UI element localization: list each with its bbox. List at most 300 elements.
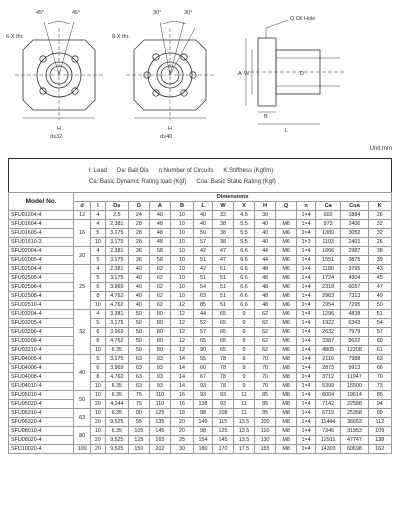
table-cell: 1×4 xyxy=(297,211,316,220)
table-cell: 9.525 xyxy=(105,436,128,445)
table-cell: 5 xyxy=(91,319,106,328)
table-cell: 51 xyxy=(212,265,233,274)
table-cell: 2873 xyxy=(316,364,341,373)
table-cell: 13.5 xyxy=(234,436,255,445)
table-cell: M8 xyxy=(276,427,297,436)
table-cell: 65 xyxy=(212,310,233,319)
table-cell: 10 xyxy=(91,382,106,391)
table-cell: 12 xyxy=(170,319,193,328)
table-cell: 54 xyxy=(194,283,213,292)
table-cell: 60 xyxy=(194,364,213,373)
model-cell: SFU02506-4 xyxy=(9,283,74,292)
table-cell: 93 xyxy=(194,382,213,391)
table-cell: 50 xyxy=(368,301,391,310)
table-cell: 6 xyxy=(91,364,106,373)
table-cell: 45 xyxy=(368,274,391,283)
model-cell: SFU05010-4 xyxy=(9,391,74,400)
table-cell: 60698 xyxy=(341,445,368,454)
table-cell: 9.525 xyxy=(105,418,128,427)
table-cell: 17.5 xyxy=(234,445,255,454)
thread-label: 6-X thr. xyxy=(6,34,24,40)
column-header: l xyxy=(91,202,106,211)
table-cell: 3.381 xyxy=(105,310,128,319)
table-cell: 52 xyxy=(194,319,213,328)
table-cell: 32 xyxy=(368,220,391,229)
table-cell: 1×4 xyxy=(297,229,316,238)
table-cell: 2963 xyxy=(316,292,341,301)
legend-item: Da: Ball Dia xyxy=(117,168,149,174)
table-cell: 154 xyxy=(194,436,213,445)
table-cell: 57 xyxy=(194,328,213,337)
table-cell: 38 xyxy=(368,247,391,256)
table-cell: M8 xyxy=(276,409,297,418)
table-row xyxy=(9,409,392,418)
table-cell: 48 xyxy=(149,220,170,229)
table-cell: 22588 xyxy=(341,400,368,409)
table-cell: 80 xyxy=(149,319,170,328)
table-cell: 125 xyxy=(128,436,149,445)
dim-label: D xyxy=(300,71,304,77)
table-cell: 10 xyxy=(91,238,106,247)
model-cell: SFU04008-4 xyxy=(9,373,74,382)
table-cell: 62 xyxy=(255,319,276,328)
table-cell: 3.175 xyxy=(105,274,128,283)
table-cell: M6 xyxy=(276,328,297,337)
table-cell: 5399 xyxy=(316,382,341,391)
table-row xyxy=(9,337,392,346)
table-cell: 70 xyxy=(255,373,276,382)
table-row xyxy=(9,247,392,256)
table-cell: 5 xyxy=(91,355,106,364)
table-cell: 75 xyxy=(128,400,149,409)
table-cell: 155 xyxy=(255,445,276,454)
table-cell: 10 xyxy=(170,283,193,292)
table-cell: 48 xyxy=(149,238,170,247)
table-cell: 20 xyxy=(170,418,193,427)
table-cell: 4.762 xyxy=(105,292,128,301)
table-cell: 1×4 xyxy=(297,400,316,409)
model-cell: SFU02504-4 xyxy=(9,265,74,274)
table-cell: 6.6 xyxy=(234,265,255,274)
table-cell: 10 xyxy=(170,265,193,274)
table-cell: 44 xyxy=(255,256,276,265)
table-cell: 62 xyxy=(149,301,170,310)
table-cell: 62 xyxy=(149,265,170,274)
table-row xyxy=(9,256,392,265)
table-cell: 9 xyxy=(234,364,255,373)
table-cell: 6.35 xyxy=(105,427,128,436)
table-cell: 6.6 xyxy=(234,301,255,310)
table-cell: 55 xyxy=(194,355,213,364)
table-cell: 109 xyxy=(368,427,391,436)
table-cell: 14 xyxy=(170,373,193,382)
table-cell: 7295 xyxy=(341,301,368,310)
table-cell: 50 xyxy=(128,310,149,319)
model-cell: SFU01610-3 xyxy=(9,238,74,247)
table-cell: 6.35 xyxy=(105,391,128,400)
table-cell: 65 xyxy=(212,328,233,337)
table-cell: 49 xyxy=(368,292,391,301)
table-cell: 62 xyxy=(255,337,276,346)
table-cell: 2.381 xyxy=(105,220,128,229)
table-cell: 4.5 xyxy=(234,211,255,220)
table-cell: 1×4 xyxy=(297,283,316,292)
table-cell: 1×4 xyxy=(297,301,316,310)
table-row xyxy=(9,229,392,238)
table-cell: M6 xyxy=(276,247,297,256)
table-cell: 170 xyxy=(212,445,233,454)
table-cell: 65 xyxy=(212,337,233,346)
table-cell: 40 xyxy=(128,292,149,301)
table-cell: 1×3 xyxy=(297,238,316,247)
table-cell: 44 xyxy=(255,247,276,256)
table-cell: M8 xyxy=(276,436,297,445)
table-cell: 10 xyxy=(91,427,106,436)
table-cell: 32 xyxy=(212,211,233,220)
table-cell: 40 xyxy=(194,220,213,229)
table-cell: 63 xyxy=(368,355,391,364)
table-cell: 7142 xyxy=(316,400,341,409)
dimensions-header: Dimensions xyxy=(74,193,392,202)
column-header: Ca xyxy=(316,202,341,211)
table-cell: 12 xyxy=(170,310,193,319)
table-cell: 6 xyxy=(91,283,106,292)
table-cell: 3.969 xyxy=(105,364,128,373)
oil-hole-label: Q Oil Hole xyxy=(290,16,316,22)
table-row xyxy=(9,292,392,301)
table-cell: 2987 xyxy=(341,247,368,256)
table-row xyxy=(9,301,392,310)
table-cell: 50 xyxy=(128,328,149,337)
table-cell: M8 xyxy=(276,355,297,364)
model-cell: SFU01204-4 xyxy=(9,211,74,220)
table-cell: 105 xyxy=(128,427,149,436)
table-cell: 4.144 xyxy=(105,400,128,409)
table-row xyxy=(9,238,392,247)
model-cell: SFU02005-4 xyxy=(9,256,74,265)
table-cell: 4.762 xyxy=(105,337,128,346)
table-cell: M6 xyxy=(276,337,297,346)
table-cell: 6057 xyxy=(341,283,368,292)
table-cell: 108 xyxy=(212,409,233,418)
table-cell: 20 xyxy=(170,427,193,436)
table-cell: 48 xyxy=(255,283,276,292)
table-cell: M8 xyxy=(276,382,297,391)
technical-drawing xyxy=(0,0,400,140)
table-cell: 3.175 xyxy=(105,238,128,247)
table-cell: 3.969 xyxy=(105,283,128,292)
table-cell: 10 xyxy=(91,409,106,418)
table-cell: 1922 xyxy=(316,319,341,328)
table-cell: 180 xyxy=(194,445,213,454)
table-cell: 1×4 xyxy=(297,220,316,229)
table-cell: 28 xyxy=(128,229,149,238)
table-cell: 12208 xyxy=(341,346,368,355)
table-cell: 125 xyxy=(149,409,170,418)
model-cell: SFU02004-4 xyxy=(9,247,74,256)
table-row xyxy=(9,265,392,274)
column-header: Ds xyxy=(105,202,128,211)
model-cell: SFU02510-4 xyxy=(9,301,74,310)
table-cell: 63 xyxy=(128,355,149,364)
table-cell: 3052 xyxy=(341,229,368,238)
table-cell: 70 xyxy=(255,364,276,373)
table-row xyxy=(9,355,392,364)
table-cell: 115 xyxy=(212,418,233,427)
table-cell: 85 xyxy=(255,391,276,400)
table-cell: 973 xyxy=(316,220,341,229)
table-cell: 93 xyxy=(194,391,213,400)
table-cell: 78 xyxy=(212,364,233,373)
table-cell: 62 xyxy=(149,274,170,283)
table-cell: 165 xyxy=(149,436,170,445)
table-cell: 18 xyxy=(170,409,193,418)
table-cell: M8 xyxy=(276,400,297,409)
table-cell: 28 xyxy=(128,220,149,229)
table-cell: M6 xyxy=(276,220,297,229)
table-cell: 6.35 xyxy=(105,382,128,391)
table-cell: 40 xyxy=(128,283,149,292)
table-cell: 4.762 xyxy=(105,301,128,310)
table-cell: 10 xyxy=(170,220,193,229)
table-cell: 93 xyxy=(149,364,170,373)
table-cell: 3.175 xyxy=(105,256,128,265)
table-cell: 13.5 xyxy=(234,427,255,436)
column-header: n xyxy=(297,202,316,211)
table-cell: 12 xyxy=(74,211,91,220)
table-cell: 11 xyxy=(234,391,255,400)
table-cell: 2.5 xyxy=(105,211,128,220)
model-cell: SFU05020-4 xyxy=(9,400,74,409)
table-cell: 4838 xyxy=(341,310,368,319)
model-cell: SFU06320-4 xyxy=(9,418,74,427)
table-cell: 99 xyxy=(368,409,391,418)
table-cell: 40 xyxy=(74,355,91,391)
table-cell: 1×4 xyxy=(297,274,316,283)
table-cell: 98 xyxy=(194,409,213,418)
table-row xyxy=(9,445,392,454)
table-cell: 902 xyxy=(316,211,341,220)
table-cell: 5.5 xyxy=(234,229,255,238)
legend-box xyxy=(8,158,392,192)
model-cell: SFU04005-4 xyxy=(9,355,74,364)
model-cell: SFU04006-4 xyxy=(9,364,74,373)
table-cell: 75 xyxy=(128,391,149,400)
table-cell: 50 xyxy=(128,319,149,328)
table-cell: 51 xyxy=(212,292,233,301)
column-header: L xyxy=(194,202,213,211)
table-cell: 8 xyxy=(91,292,106,301)
table-cell: M8 xyxy=(276,445,297,454)
table-row xyxy=(9,427,392,436)
table-cell: 51 xyxy=(368,310,391,319)
table-cell: 80 xyxy=(149,328,170,337)
table-cell: 11444 xyxy=(316,418,341,427)
table-cell: 6.6 xyxy=(234,274,255,283)
table-row xyxy=(9,436,392,445)
table-cell: 3795 xyxy=(341,265,368,274)
table-cell: 2318 xyxy=(316,283,341,292)
table-cell: 25 xyxy=(170,436,193,445)
column-header: A xyxy=(149,202,170,211)
table-cell: 1×4 xyxy=(297,292,316,301)
thread-label: 8-X thr. xyxy=(112,34,130,40)
table-cell: 12 xyxy=(170,328,193,337)
table-cell: 30 xyxy=(170,445,193,454)
table-cell: 11 xyxy=(234,409,255,418)
table-cell: 110 xyxy=(149,391,170,400)
table-cell: 25 xyxy=(74,265,91,310)
table-cell: 38 xyxy=(212,220,233,229)
legend-item: Ca: Basic Dynamic Rating load (Kgf) xyxy=(89,179,187,185)
angle-label: 30° xyxy=(153,10,162,16)
table-cell: 9 xyxy=(234,346,255,355)
dim-label: d≥40 xyxy=(160,134,173,140)
table-cell: 85 xyxy=(368,391,391,400)
table-cell: 80 xyxy=(74,427,91,445)
table-row xyxy=(9,283,392,292)
table-cell: 138 xyxy=(194,400,213,409)
table-cell: 70 xyxy=(368,373,391,382)
table-cell: 40 xyxy=(128,274,149,283)
table-cell: 51 xyxy=(212,301,233,310)
table-cell: 31953 xyxy=(341,427,368,436)
table-cell: 38 xyxy=(212,229,233,238)
table-cell: 2401 xyxy=(341,238,368,247)
table-cell: 1×4 xyxy=(297,355,316,364)
table-cell: M8 xyxy=(276,418,297,427)
dim-label: H xyxy=(168,126,172,132)
table-cell: 58 xyxy=(149,247,170,256)
table-cell: 10 xyxy=(91,346,106,355)
table-cell: 110 xyxy=(149,400,170,409)
table-cell: 9 xyxy=(234,382,255,391)
table-cell: 51 xyxy=(212,283,233,292)
table-cell: 5.5 xyxy=(234,220,255,229)
table-cell: 10 xyxy=(170,247,193,256)
table-cell: 9622 xyxy=(341,337,368,346)
table-cell: 20 xyxy=(74,247,91,265)
table-cell: 98 xyxy=(194,427,213,436)
table-cell: 2954 xyxy=(316,301,341,310)
table-cell: 1×4 xyxy=(297,328,316,337)
model-cell: SFU03210-4 xyxy=(9,346,74,355)
table-row xyxy=(9,382,392,391)
spec-table xyxy=(8,192,392,454)
table-cell: 14303 xyxy=(316,445,341,454)
table-cell: 58 xyxy=(149,256,170,265)
table-row xyxy=(9,310,392,319)
column-header: B xyxy=(170,202,193,211)
table-cell: 12 xyxy=(170,301,193,310)
table-cell: M6 xyxy=(276,265,297,274)
table-cell: M6 xyxy=(276,274,297,283)
table-cell: 1296 xyxy=(316,310,341,319)
table-cell: 73 xyxy=(368,382,391,391)
table-cell: 78 xyxy=(212,355,233,364)
table-cell: 65 xyxy=(212,319,233,328)
table-cell: 3712 xyxy=(316,373,341,382)
table-cell: 1×4 xyxy=(297,445,316,454)
table-cell: 40 xyxy=(194,211,213,220)
table-cell: 9 xyxy=(234,373,255,382)
table-cell: 95 xyxy=(128,418,149,427)
table-cell: 9.525 xyxy=(105,445,128,454)
table-cell: 32 xyxy=(74,310,91,355)
table-cell: 2632 xyxy=(316,328,341,337)
table-cell: 51 xyxy=(194,274,213,283)
legend-line-1 xyxy=(89,168,283,174)
table-cell: 4.762 xyxy=(105,373,128,382)
table-cell: 10 xyxy=(170,256,193,265)
table-cell: 1×4 xyxy=(297,265,316,274)
dim-label: H xyxy=(57,126,61,132)
table-cell: 30 xyxy=(255,211,276,220)
table-cell: 1180 xyxy=(316,265,341,274)
dim-label: A xyxy=(238,71,242,77)
table-cell: 62 xyxy=(149,283,170,292)
table-cell: 38 xyxy=(212,238,233,247)
angle-label: 30° xyxy=(184,10,193,16)
table-cell: 16 xyxy=(74,220,91,247)
legend-item: n:Number of Circuits xyxy=(158,168,214,174)
model-cell: SFU01605-4 xyxy=(9,229,74,238)
table-cell: 47 xyxy=(212,256,233,265)
table-cell: 3387 xyxy=(316,337,341,346)
table-cell: 9 xyxy=(234,319,255,328)
table-cell: 6343 xyxy=(341,319,368,328)
table-cell: 3.175 xyxy=(105,229,128,238)
table-row xyxy=(9,400,392,409)
column-header: Q xyxy=(276,202,297,211)
unit-label: Unit:mm xyxy=(369,146,392,152)
table-cell: 25358 xyxy=(341,409,368,418)
table-cell: 138 xyxy=(368,436,391,445)
table-cell: 93 xyxy=(212,391,233,400)
table-cell: 8 xyxy=(91,337,106,346)
table-cell: 63 xyxy=(128,382,149,391)
table-cell: 9 xyxy=(234,355,255,364)
table-cell: 16 xyxy=(170,391,193,400)
table-cell: 2406 xyxy=(341,220,368,229)
table-cell: M6 xyxy=(276,229,297,238)
table-cell: 47 xyxy=(212,247,233,256)
table-cell: 1×4 xyxy=(297,364,316,373)
table-row xyxy=(9,346,392,355)
table-cell: M8 xyxy=(276,391,297,400)
table-cell: 19614 xyxy=(341,391,368,400)
model-cell: SFU08010-4 xyxy=(9,427,74,436)
table-cell: 125 xyxy=(212,427,233,436)
table-cell: 1×4 xyxy=(297,373,316,382)
dim-label: d≤32 xyxy=(50,134,63,140)
table-cell: 93 xyxy=(212,400,233,409)
table-cell: 1×4 xyxy=(297,310,316,319)
table-cell: 1×4 xyxy=(297,427,316,436)
column-header: H xyxy=(255,202,276,211)
table-cell: 65 xyxy=(212,346,233,355)
table-cell: 10 xyxy=(91,391,106,400)
table-cell: 2110 xyxy=(316,355,341,364)
table-cell: 16 xyxy=(170,400,193,409)
table-cell: 51 xyxy=(194,256,213,265)
table-cell: M6 xyxy=(276,238,297,247)
table-cell: 4 xyxy=(91,211,106,220)
table-cell: 4805 xyxy=(316,346,341,355)
table-row xyxy=(9,220,392,229)
table-cell: 61 xyxy=(368,346,391,355)
table-cell: 39 xyxy=(368,256,391,265)
